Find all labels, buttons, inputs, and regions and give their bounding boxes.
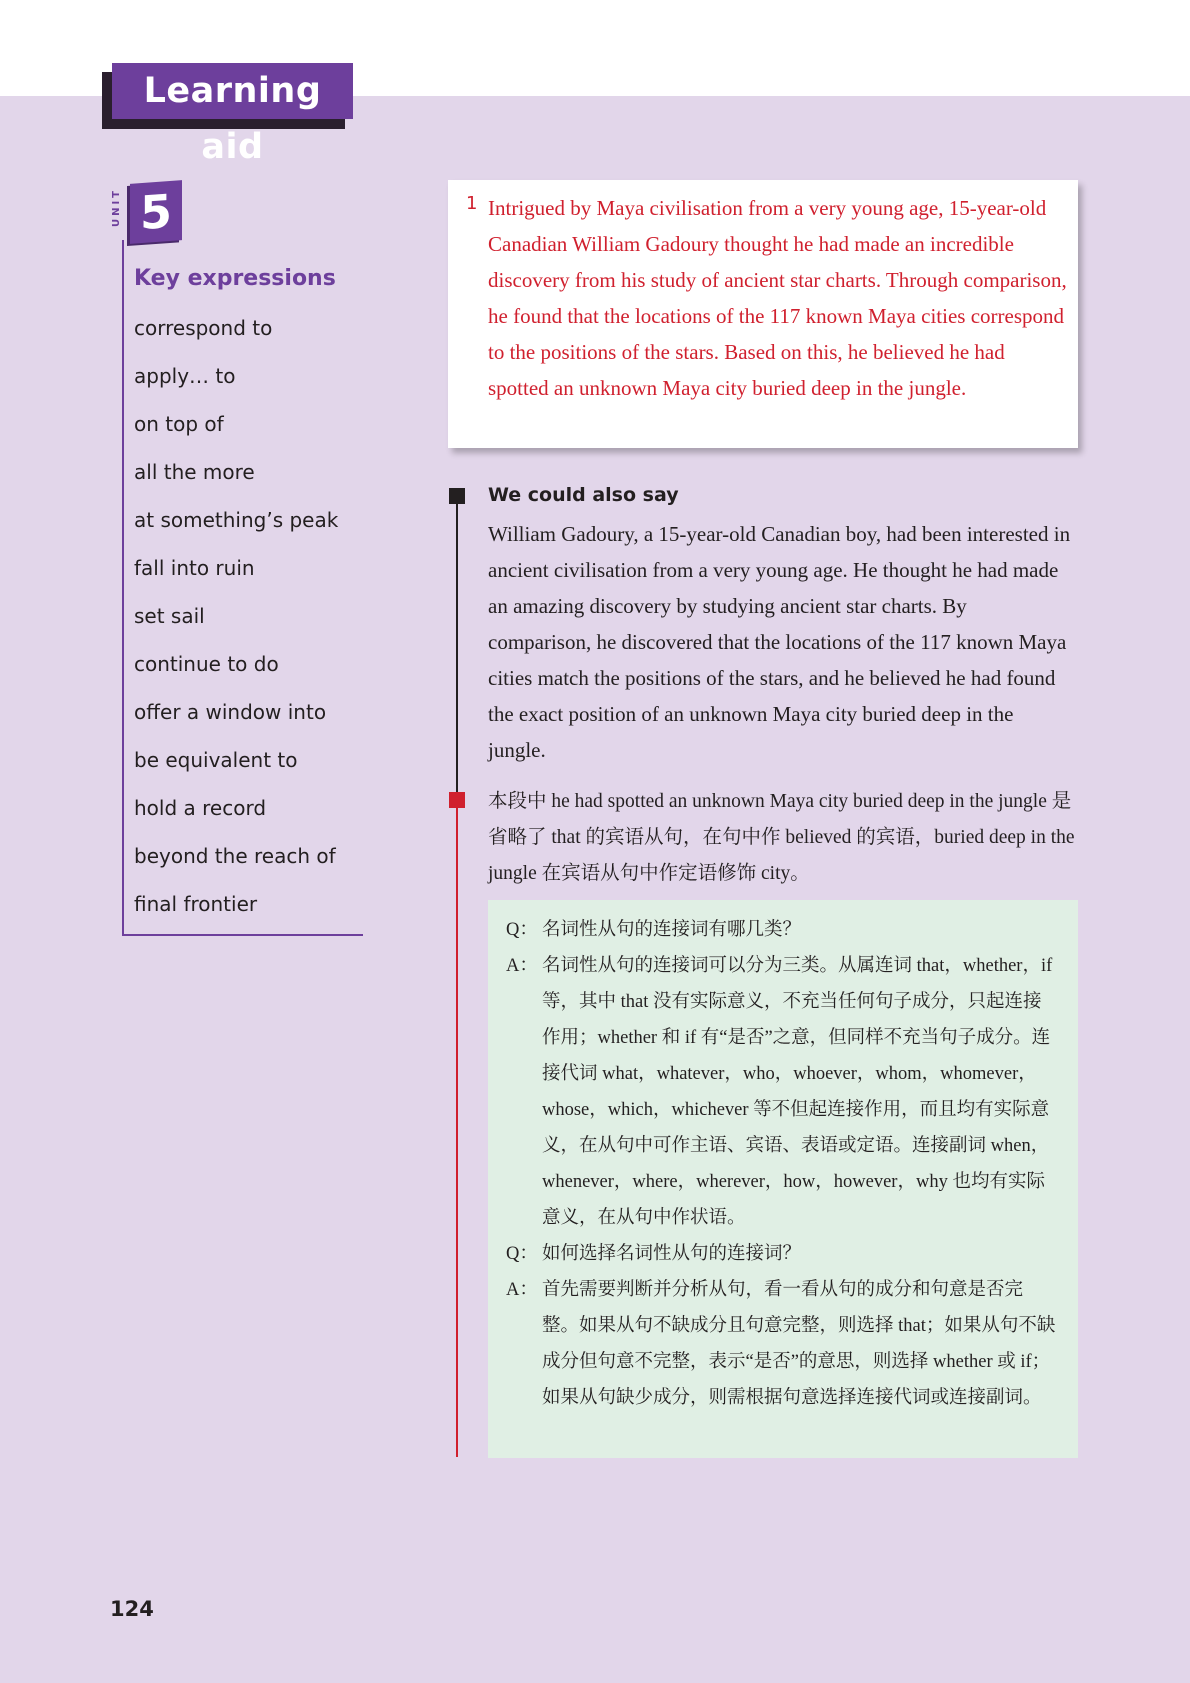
expression-item: hold a record [134,796,267,820]
qa-value: 如何选择名词性从句的连接词？ [542,1244,802,1264]
qa-item [506,912,1058,948]
expression-item: offer a window into [134,700,327,724]
qa-key: A： [506,956,538,976]
passage-text: Intrigued by Maya civilisation from a very young age, 15-year-old Canadian William Gadoury thought he had made an incredible discovery from his study of ancient star charts. Through comparison, he found that the locations of the 117 known Maya cities correspond to the positions of the stars. Based on this, he believed he had spotted an unknown Maya city buried deep in the jungle. [488,196,1067,400]
sidebar-rule [122,240,124,936]
expression-item: all the more [134,460,255,484]
also-say-text: William Gadoury, a 15-year-old Canadian boy, had been interested in ancient civilisation from a very young age. He thought he had made an amazing discovery by studying ancient star charts. By comparison, he discovered that the locations of the 117 known Maya cities match the positions of the stars, and he believed he had found the exact position of an unknown Maya city buried deep in the jungle. [488,522,1071,762]
expression-item: at something’s peak [134,508,339,532]
expression-item: fall into ruin [134,556,255,580]
qa-item [506,1272,1058,1416]
timeline-line-dark [456,495,458,795]
unit-label [110,188,124,232]
expression-item: beyond the reach of [134,844,336,868]
expression-item: continue to do [134,652,279,676]
expression-item: apply… to [134,364,236,388]
also-say-title: We could also say [488,484,679,506]
qa-value: 名词性从句的连接词可以分为三类。从属连词 that，whether，if 等，其中 that 没有实际意义，不充当任何句子成分，只起连接作用；whether 和 if 有“是否”之意，但同样不充当句子成分。连接代词 what，whatever，who，whoever，whom，whomever，whose，which，whichever 等不但起连接作用，而且均有实际意义，在从句中可作主语、宾语、表语或定语。连接副词 when，whenever，where，wherever，how，however，why 也均有实际意义，在从句中作状语。 [542,956,1053,1228]
qa-key: Q： [506,920,538,940]
qa-key: Q： [506,1244,538,1264]
qa-value: 首先需要判断并分析从句，看一看从句的成分和句意是否完整。如果从句不缺成分且句意完整，则选择 that；如果从句不缺成分但句意不完整，表示“是否”的意思，则选择 whether 或 if；如果从句缺少成分，则需根据句意选择连接代词或连接副词。 [542,1280,1056,1408]
key-expressions-title: Key expressions [134,266,336,291]
qa-key: A： [506,1280,538,1300]
unit-label-text: UNIT [111,188,122,228]
unit-number-badge: 5 [130,180,182,244]
qa-item [506,1236,1058,1272]
expression-item: on top of [134,412,224,436]
expression-item: set sail [134,604,205,628]
passage-number: 1 [466,193,478,214]
qa-box [488,900,1078,1458]
square-marker-icon [449,792,465,808]
expression-item: be equivalent to [134,748,298,772]
qa-value: 名词性从句的连接词有哪几类？ [542,920,802,940]
timeline-line-red [456,795,458,1457]
expression-item: correspond to [134,316,273,340]
qa-item [506,948,1058,1236]
expression-item: final frontier [134,892,258,916]
square-marker-icon [449,488,465,504]
key-expressions-list [134,312,338,936]
page-number: 124 [110,1597,154,1621]
section-title: Learning aid [112,63,353,119]
grammar-note: 本段中 he had spotted an unknown Maya city buried deep in the jungle 是省略了 that 的宾语从句，在句中作 believed 的宾语，buried deep in the jungle 在宾语从句中作定语修饰 city。 [488,791,1075,884]
